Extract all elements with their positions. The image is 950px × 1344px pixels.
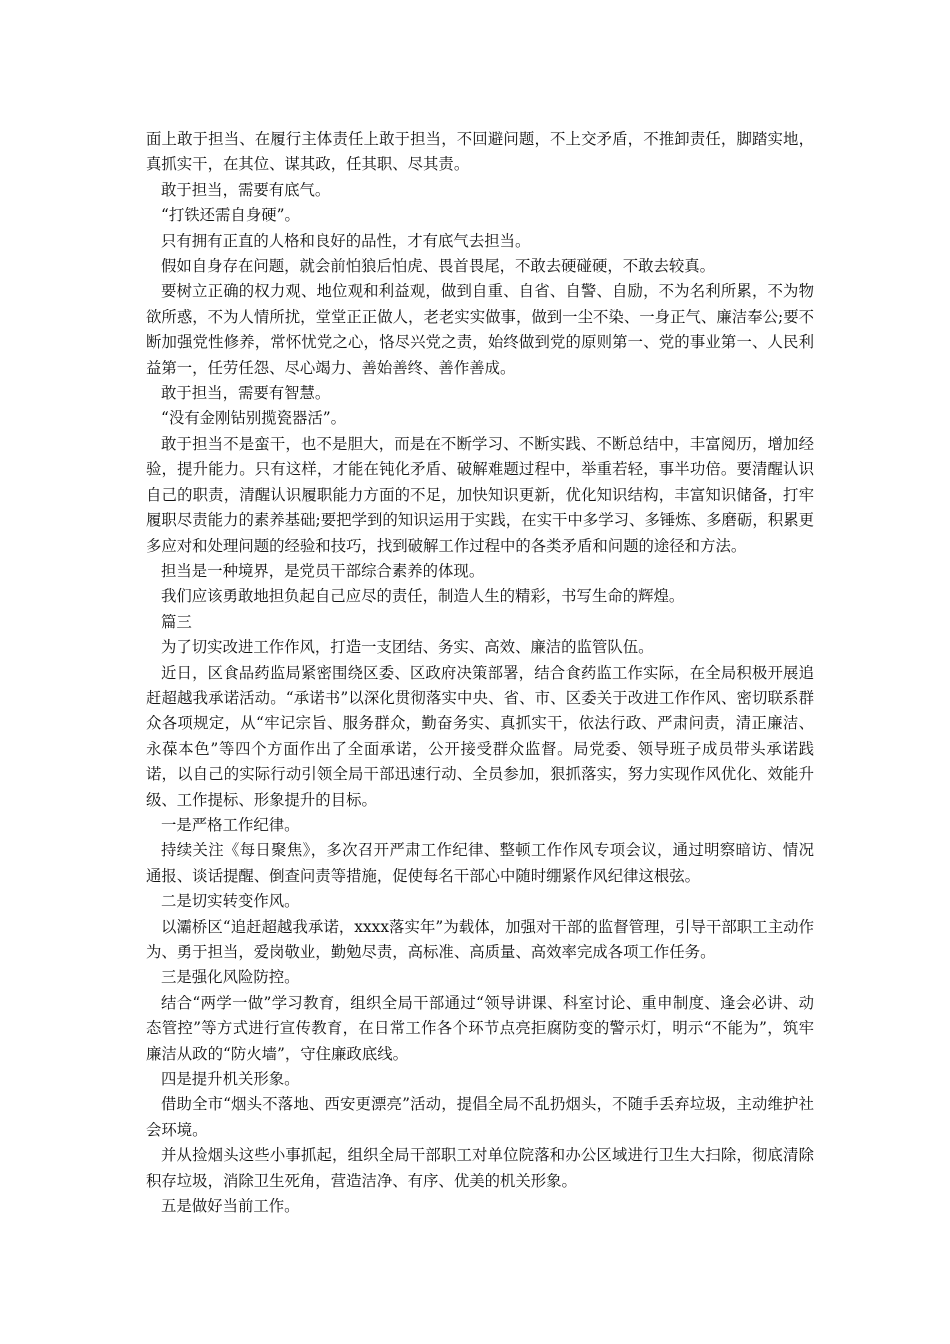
paragraph: 为了切实改进工作作风，打造一支团结、务实、高效、廉洁的监管队伍。 [161, 638, 654, 657]
paragraph: 以灞桥区“追赶超越我承诺，xxxx落实年”为载体，加强对干部的监督管理，引导干部职工主动作为、勇于担当，爱岗敬业，勤勉尽责，高标准、高质量、高效率完成各项工作任务。 [146, 917, 814, 961]
paragraph: 五是做好当前工作。 [161, 1197, 300, 1216]
paragraph: 并从捡烟头这些小事抓起，组织全局干部职工对单位院落和办公区域进行卫生大扫除，彻底清除积存垃圾，消除卫生死角，营造洁净、有序、优美的机关形象。 [146, 1146, 814, 1190]
paragraph: 三是强化风险防控。 [161, 968, 300, 987]
section-heading: 篇三 [161, 612, 192, 631]
paragraph: 面上敢于担当、在履行主体责任上敢于担当，不回避问题，不上交矛盾，不推卸责任，脚踏实地，真抓实干，在其位、谋其政，任其职、尽其责。 [146, 130, 814, 174]
document-body [146, 127, 814, 1219]
paragraph: 结合“两学一做”学习教育，组织全局干部通过“领导讲课、科室讨论、重申制度、逢会必讲、动态管控”等方式进行宣传教育，在日常工作各个环节点亮拒腐防变的警示灯，明示“不能为”，筑牢廉洁从政的“防火墙”，守住廉政底线。 [146, 993, 814, 1063]
paragraph: 只有拥有正直的人格和良好的品性，才有底气去担当。 [161, 231, 531, 250]
paragraph: 敢于担当，需要有底气。 [161, 180, 331, 199]
paragraph: 持续关注《每日聚焦》，多次召开严肃工作纪律、整顿工作作风专项会议，通过明察暗访、情况通报、谈话提醒、倒查问责等措施，促使每名干部心中随时绷紧作风纪律这根弦。 [146, 841, 814, 885]
paragraph: 担当是一种境界，是党员干部综合素养的体现。 [161, 561, 485, 580]
paragraph: “打铁还需自身硬”。 [161, 206, 300, 225]
paragraph: 假如自身存在问题，就会前怕狼后怕虎、畏首畏尾，不敢去硬碰硬，不敢去较真。 [161, 257, 716, 276]
paragraph: 敢于担当不是蛮干，也不是胆大，而是在不断学习、不断实践、不断总结中，丰富阅历，增加经验，提升能力。只有这样，才能在钝化矛盾、破解难题过程中，举重若轻，事半功倍。要清醒认识自己的职责，清醒认识履职能力方面的不足，加快知识更新，优化知识结构，丰富知识储备，打牢履职尽责能力的素养基础;要把学到的知识运用于实践，在实干中多学习、多锤炼、多磨砺，积累更多应对和处理问题的经验和技巧，找到破解工作过程中的各类矛盾和问题的途径和方法。 [146, 434, 814, 555]
paragraph: 四是提升机关形象。 [161, 1070, 300, 1089]
paragraph: 敢于担当，需要有智慧。 [161, 384, 331, 403]
paragraph: 借助全市“烟头不落地、西安更漂亮”活动，提倡全局不乱扔烟头，不随手丢弃垃圾，主动维护社会环境。 [146, 1095, 814, 1139]
paragraph: 二是切实转变作风。 [161, 892, 300, 911]
paragraph: 我们应该勇敢地担负起自己应尽的责任，制造人生的精彩，书写生命的辉煌。 [161, 587, 685, 606]
paragraph: 要树立正确的权力观、地位观和利益观，做到自重、自省、自警、自励，不为名利所累，不为物欲所惑，不为人情所扰，堂堂正正做人，老老实实做事，做到一尘不染、一身正气、廉洁奉公;要不断加强党性修养，常怀忧党之心，恪尽兴党之责，始终做到党的原则第一、党的事业第一、人民利益第一，任劳任怨、尽心竭力、善始善终、善作善成。 [146, 282, 814, 377]
paragraph: “没有金刚钻别揽瓷器活”。 [161, 409, 347, 428]
paragraph: 一是严格工作纪律。 [161, 815, 300, 834]
paragraph: 近日，区食品药监局紧密围绕区委、区政府决策部署，结合食药监工作实际，在全局积极开展追赶超越我承诺活动。“承诺书”以深化贯彻落实中央、省、市、区委关于改进工作作风、密切联系群众各项规定，从“牢记宗旨、服务群众，勤奋务实、真抓实干，依法行政、严肃问责，清正廉洁、永葆本色”等四个方面作出了全面承诺，公开接受群众监督。局党委、领导班子成员带头承诺践诺，以自己的实际行动引领全局干部迅速行动、全员参加，狠抓落实，努力实现作风优化、效能升级、工作提标、形象提升的目标。 [146, 663, 814, 809]
